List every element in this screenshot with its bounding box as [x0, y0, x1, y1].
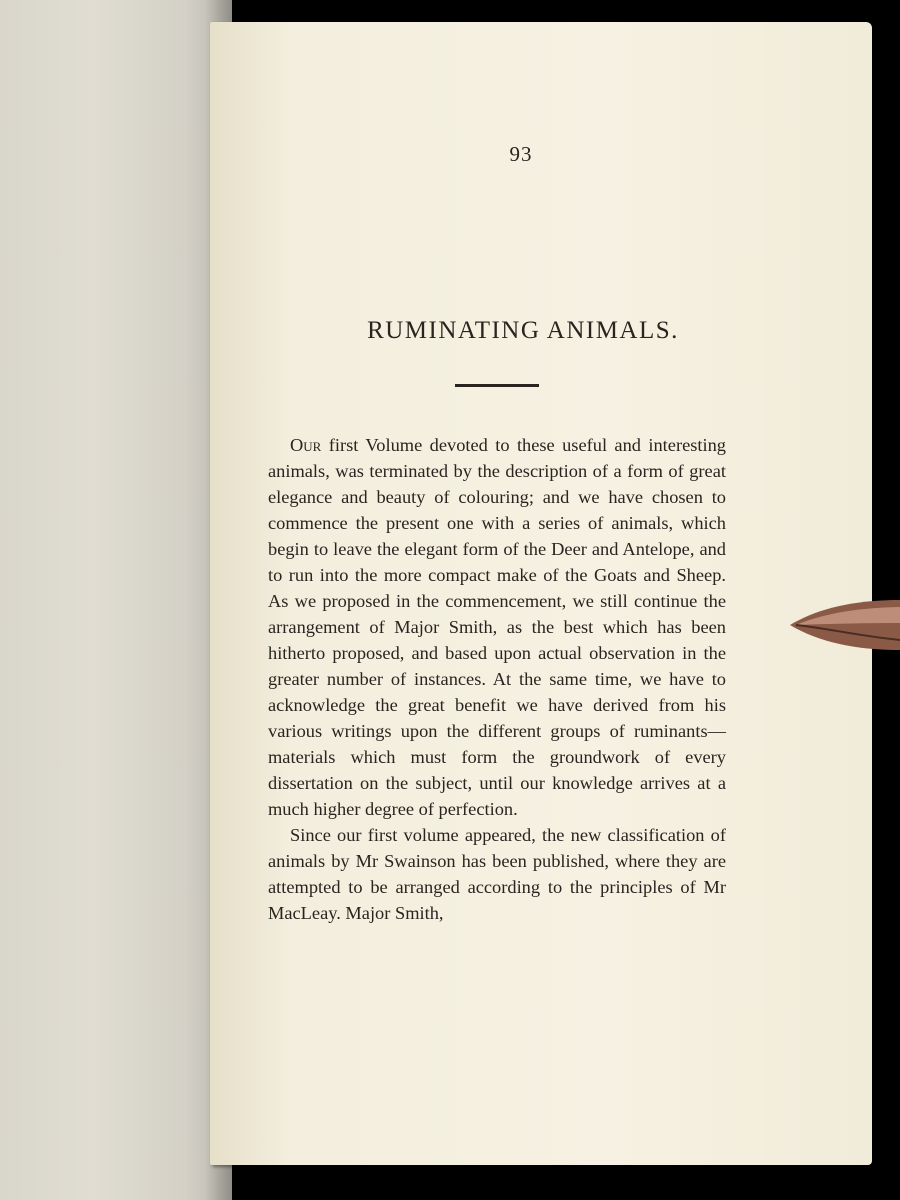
page-pointer-icon	[790, 598, 900, 652]
paragraph-text: first Volume devoted to these useful and interesting animals, was terminated by the description of a form of great elegance and beauty of colouring; and we have chosen to commence the present one with a series of animals, which begin to leave the elegant form of the Deer and Antelope, and to run into the more compact make of the Goats and Sheep. As we proposed in the commencement, we still continue the arrangement of Major Smith, as the best which has been hitherto proposed, and based upon actual observation in the greater number of instances. At the same time, we have to acknowledge the great benefit we have derived from his various writings upon the different groups of ruminants—materials which must form the groundwork of every dissertation on the subject, until our knowledge arrives at a much higher degree of perfection.	[268, 435, 726, 819]
book-page	[210, 22, 872, 1165]
paragraph-lead-word: Our	[290, 435, 322, 455]
chapter-title: RUMINATING ANIMALS.	[367, 317, 679, 344]
body-text	[268, 432, 726, 926]
title-rule	[455, 384, 539, 387]
paragraph-2	[268, 822, 726, 926]
left-page	[0, 0, 232, 1200]
page-number: 93	[509, 142, 533, 166]
paragraph-text: Since our first volume appeared, the new classification of animals by Mr Swainson has been published, where they are attempted to be arranged according to the principles of Mr MacLeay. Major Smith,	[268, 825, 726, 923]
paragraph-1	[268, 432, 726, 822]
